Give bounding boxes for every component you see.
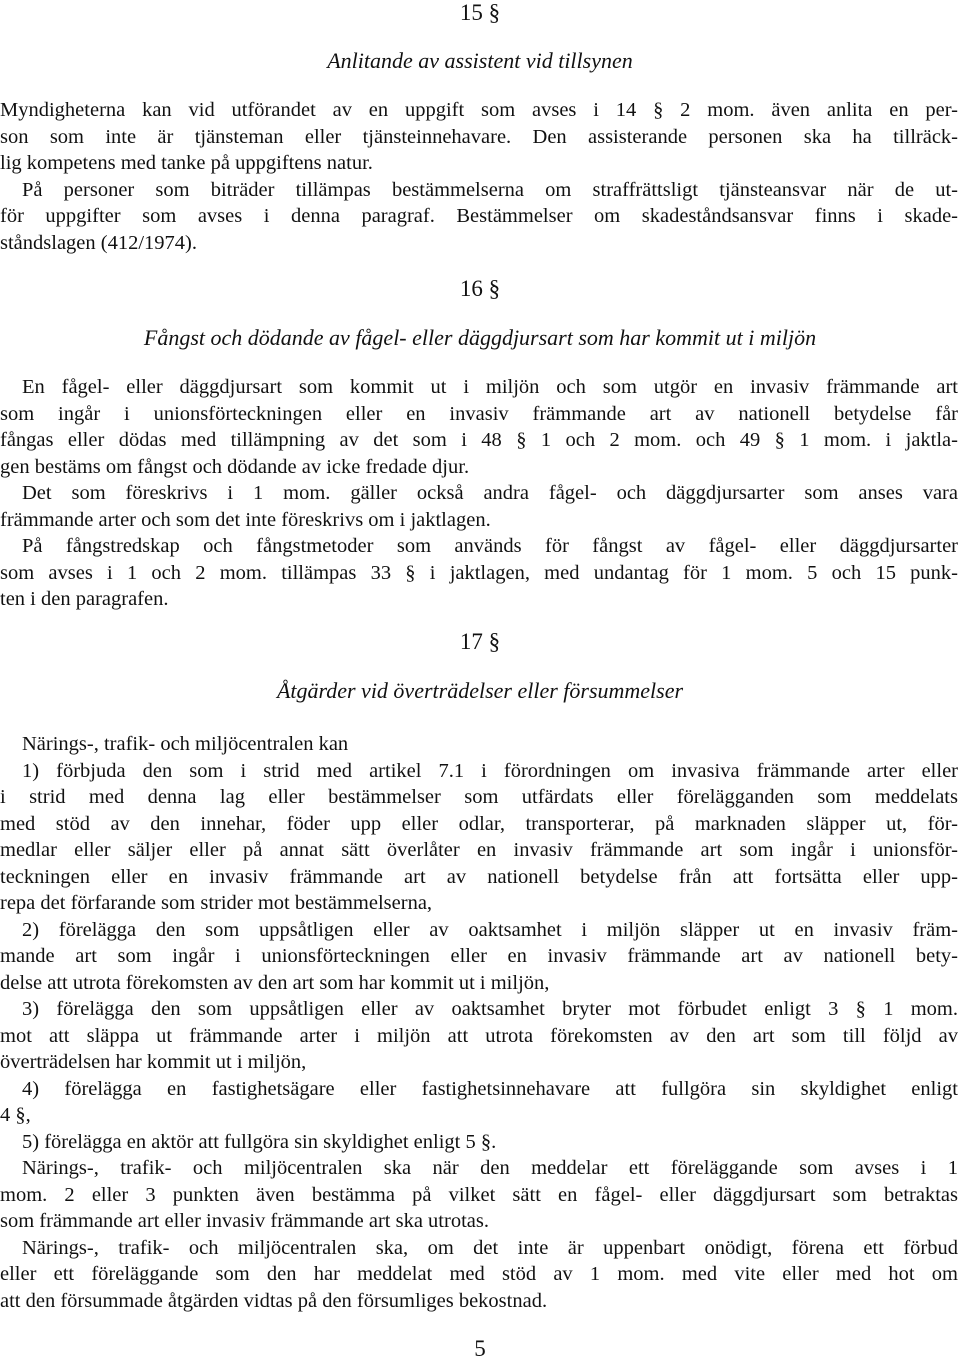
text-line: för uppgifter som avses i denna paragraf. Bestämmelser om skadeståndsansvar finns i skade- [0,205,958,227]
section-15-heading: Anlitande av assistent vid tillsynen [327,48,633,73]
text-line: repa det förfarande som strider mot bestämmelserna, [0,892,433,914]
text-line: mot att släppa ut främmande arter i miljön att utrota förekomsten av den art som till följd av [0,1024,958,1047]
section-17-body [0,731,958,1314]
section-16-body [0,374,958,613]
text-line: 2) förelägga den som uppsåtligen eller av oaktsamhet i miljön släpper ut en invasiv främ- [22,918,958,941]
text-line: 5) förelägga en aktör att fullgöra sin skyldighet enligt 5 §. [22,1130,497,1153]
text-line: som avses i 1 och 2 mom. tillämpas 33 § i jaktlagen, med undantag för 1 mom. 5 och 15 punk- [0,561,958,584]
text-line: Myndigheterna kan vid utförandet av en uppgift som avses i 14 § 2 mom. även anlita en per- [0,99,958,121]
page-number: 5 [474,1336,486,1361]
text-line: ståndslagen (412/1974). [0,231,197,254]
section-16-number: 16 § [459,276,501,301]
text-line: fångas eller dödas med tillämpning av det som i 48 § 1 och 2 mom. och 49 § 1 mom. i jaktla- [0,429,958,451]
text-line: På personer som biträder tillämpas bestämmelserna om straffrättsligt tjänsteansvar när de ut- [22,178,958,201]
text-line: lig kompetens med tanke på uppgiftens natur. [0,152,373,174]
section-17-number: 17 § [459,629,501,654]
section-15-body [0,97,958,256]
text-line: gen bestäms om fångst och dödande av icke fredade djur. [0,455,470,478]
text-line: teckningen eller en invasiv främmande art av nationell betydelse från att fortsätta eller upp- [0,865,958,888]
text-line: överträdelsen har kommit ut i miljön, [0,1051,307,1073]
section-15-number: 15 § [459,0,501,25]
text-line: medlar eller säljer eller på annat sätt överlåter en invasiv främmande art som ingår i unionsför- [0,839,958,861]
text-line: främmande arter och som det inte föreskrivs om i jaktlagen. [0,508,491,531]
section-16-heading: Fångst och dödande av fågel- eller däggdjursart som har kommit ut i miljön [143,325,817,350]
text-line: med stöd av den innehar, föder upp eller odlar, transporterar, på marknaden släpper ut, för- [0,812,958,835]
text-line: ten i den paragrafen. [0,588,169,610]
text-line: eller ett föreläggande som den har meddelat med stöd av 1 mom. med vite eller med hot om [0,1263,958,1285]
text-line: son som inte är tjänsteman eller tjänsteinnehavare. Den assisterande personen ska ha tillräck- [0,125,958,148]
text-line: att den försummade åtgärden vidtas på den försumliges bekostnad. [0,1289,548,1312]
text-line: mande art som ingår i unionsförteckningen eller en invasiv främmande art av nationell bety- [0,945,958,967]
text-line: Närings-, trafik- och miljöcentralen ska, om det inte är uppenbart onödigt, förena ett förbud [22,1236,958,1259]
text-line: i strid med denna lag eller bestämmelser som utfärdats eller förelägganden som meddelats [0,786,958,808]
text-line: Det som föreskrivs i 1 mom. gäller också andra fågel- och däggdjursarter som anses vara [22,482,958,504]
text-line: Närings-, trafik- och miljöcentralen kan [22,733,349,755]
text-line: 4 §, [0,1104,31,1126]
text-line: En fågel- eller däggdjursart som kommit ut i miljön och som utgör en invasiv främmande art [22,376,958,398]
text-line: På fångstredskap och fångstmetoder som används för fångst av fågel- eller däggdjursarter [22,535,958,557]
section-17-heading: Åtgärder vid överträdelser eller försummelser [276,678,684,703]
text-line: som främmande art eller invasiv främmande art ska utrotas. [0,1210,489,1232]
text-line: mom. 2 eller 3 punkten även bestämma på vilket sätt en fågel- eller däggdjursart som betraktas [0,1183,958,1206]
text-line: 3) förelägga den som uppsåtligen eller av oaktsamhet bryter mot förbudet enligt 3 § 1 mom. [22,998,958,1020]
text-line: 1) förbjuda den som i strid med artikel 7.1 i förordningen om invasiva främmande arter eller [22,759,958,782]
text-line: 4) förelägga en fastighetsägare eller fastighetsinnehavare att fullgöra sin skyldighet enligt [22,1077,958,1100]
text-line: Närings-, trafik- och miljöcentralen ska när den meddelar ett föreläggande som avses i 1 [22,1157,958,1179]
text-line: som ingår i unionsförteckningen eller en invasiv främmande art av nationell betydelse får [0,402,958,425]
text-line: delse att utrota förekomsten av den art som har kommit ut i miljön, [0,971,550,994]
